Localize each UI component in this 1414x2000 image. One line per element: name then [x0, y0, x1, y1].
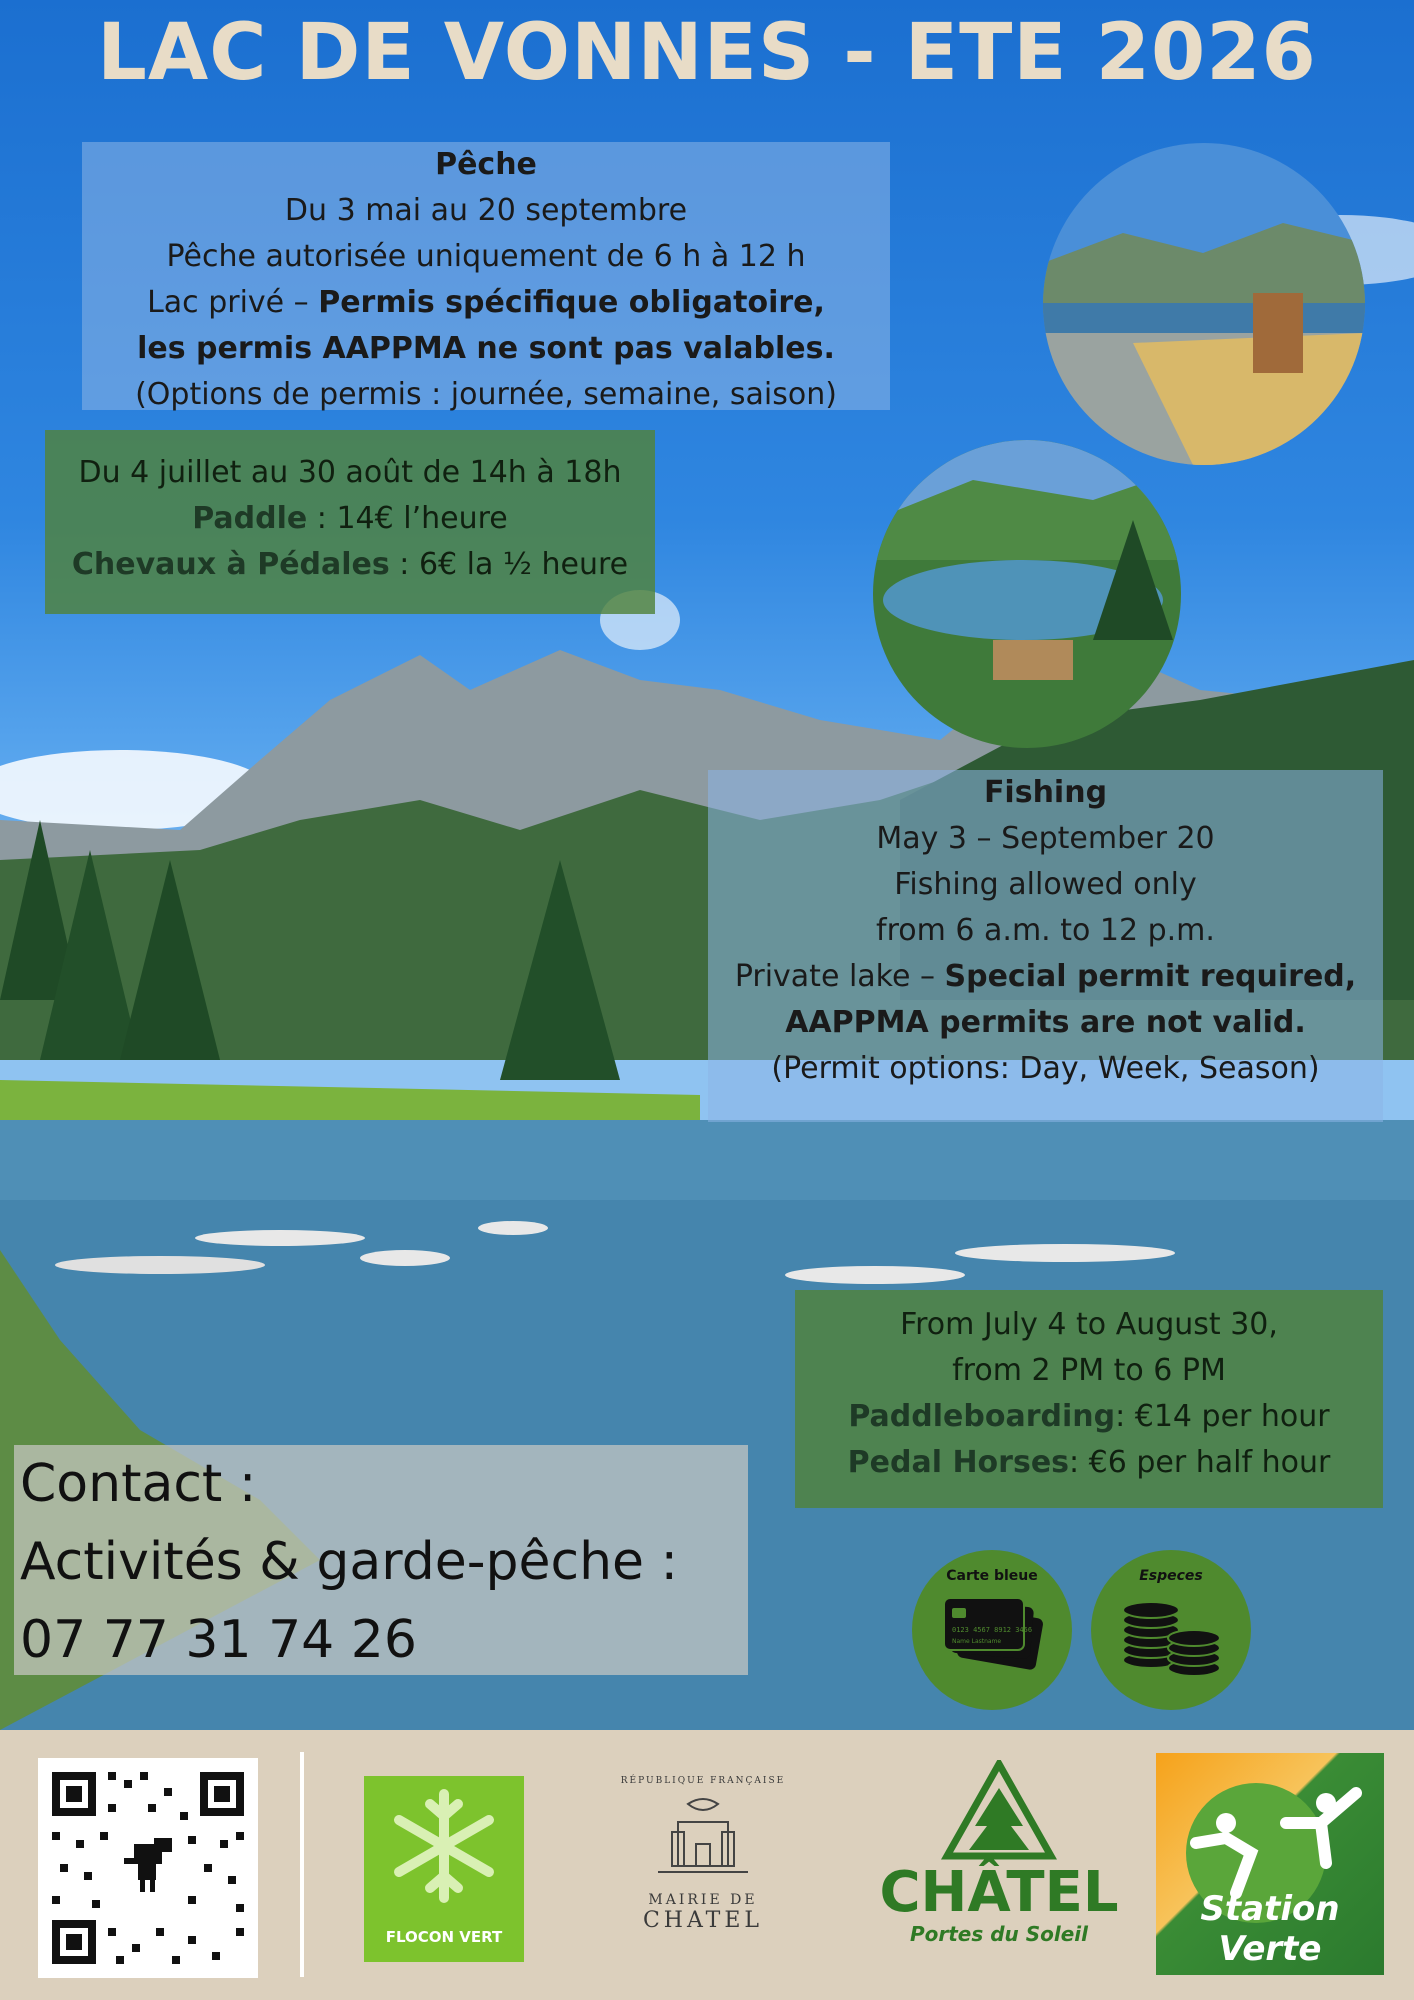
page-title: LAC DE VONNES - ETE 2026: [97, 8, 1317, 98]
activites-en-dates-1: From July 4 to August 30,: [900, 1307, 1278, 1342]
peche-private-line: [82, 280, 890, 326]
activites-fr-dates: Du 4 juillet au 30 août de 14h à 18h: [78, 455, 622, 490]
fishing-hours-2: from 6 a.m. to 12 p.m.: [876, 913, 1215, 948]
chatel-text: CHATEL: [642, 1908, 764, 1933]
payment-cash-badge: [1091, 1550, 1251, 1710]
coins-icon: [1116, 1590, 1226, 1680]
fishing-options: (Permit options: Day, Week, Season): [771, 1051, 1320, 1086]
payment-card-label: Carte bleue: [946, 1568, 1038, 1584]
card-number-text: 0123 4567 8912 3456: [952, 1626, 1033, 1634]
fishing-info-box: [708, 770, 1383, 1122]
qr-code[interactable]: [38, 1758, 258, 1978]
card-name-text: Name Lastname: [952, 1638, 1002, 1645]
lake-village-photo: [873, 440, 1181, 748]
mairie-de-chatel-logo: [578, 1770, 828, 1970]
contact-activities-label: Activités & garde-pêche :: [20, 1532, 679, 1592]
payment-card-badge: [912, 1550, 1072, 1710]
fishing-private-line: [708, 954, 1383, 1000]
chatel-name: CHÂTEL: [879, 1860, 1119, 1925]
peche-info-box: [82, 142, 890, 410]
contact-phone[interactable]: 07 77 31 74 26: [20, 1610, 417, 1670]
portes-du-soleil-text: Portes du Soleil: [909, 1922, 1089, 1946]
contact-label: Contact :: [20, 1454, 257, 1514]
payment-cash-label: Especes: [1139, 1568, 1203, 1584]
paddle-price: : 14€ l’heure: [307, 501, 508, 536]
activites-fr-box: [45, 430, 655, 614]
peche-permit-bold-1: Permis spécifique obligatoire,: [318, 285, 825, 320]
paddleboarding-price: : €14 per hour: [1115, 1399, 1330, 1434]
station-verte-label: Station Verte: [1200, 1889, 1340, 1969]
castle-crest-icon: [658, 1792, 748, 1882]
fishing-permit-bold-2: AAPPMA permits are not valid.: [785, 1005, 1306, 1040]
republique-francaise-text: RÉPUBLIQUE FRANÇAISE: [620, 1776, 786, 1786]
chevaux-price: : 6€ la ½ heure: [389, 547, 629, 582]
fishing-private-prefix: Private lake –: [734, 959, 945, 994]
peche-private-prefix: Lac privé –: [147, 285, 319, 320]
activites-en-box: [795, 1290, 1383, 1508]
activites-fr-paddle: [45, 496, 655, 542]
credit-cards-icon: [932, 1588, 1052, 1678]
contact-box: [14, 1445, 748, 1675]
fishing-heading: Fishing: [983, 775, 1108, 810]
station-verte-logo: [1156, 1753, 1384, 1975]
flocon-vert-logo: [364, 1776, 524, 1962]
fishing-hours-1: Fishing allowed only: [894, 867, 1197, 902]
pedal-horses-label: Pedal Horses: [847, 1445, 1070, 1480]
fishing-dates: May 3 – September 20: [876, 821, 1215, 856]
paddleboarding-label: Paddleboarding: [848, 1399, 1116, 1434]
mairie-de-text: MAIRIE DE: [648, 1892, 758, 1908]
peche-options: (Options de permis : journée, semaine, saison): [135, 377, 837, 412]
activites-en-dates-2: from 2 PM to 6 PM: [952, 1353, 1226, 1388]
chatel-logo: [868, 1760, 1130, 1970]
snowflake-icon: [364, 1776, 524, 1916]
peche-heading: Pêche: [435, 147, 537, 182]
fishing-permit-bold-1: Special permit required,: [944, 959, 1357, 994]
peche-dates: Du 3 mai au 20 septembre: [284, 193, 688, 228]
activites-fr-chevaux: [45, 542, 655, 588]
footer-divider: [300, 1752, 304, 1977]
peche-permit-bold-2: les permis AAPPMA ne sont pas valables.: [137, 331, 835, 366]
lake-playground-photo: [1043, 143, 1365, 465]
pine-tree-icon: [939, 1760, 1059, 1860]
activites-en-pedal: [795, 1440, 1383, 1486]
pedal-horses-price: : €6 per half hour: [1069, 1445, 1331, 1480]
peche-hours: Pêche autorisée uniquement de 6 h à 12 h: [166, 239, 806, 274]
paddle-label: Paddle: [192, 501, 308, 536]
chevaux-label: Chevaux à Pédales: [71, 547, 390, 582]
flocon-vert-label: FLOCON VERT: [385, 1928, 503, 1946]
activites-en-paddle: [795, 1394, 1383, 1440]
